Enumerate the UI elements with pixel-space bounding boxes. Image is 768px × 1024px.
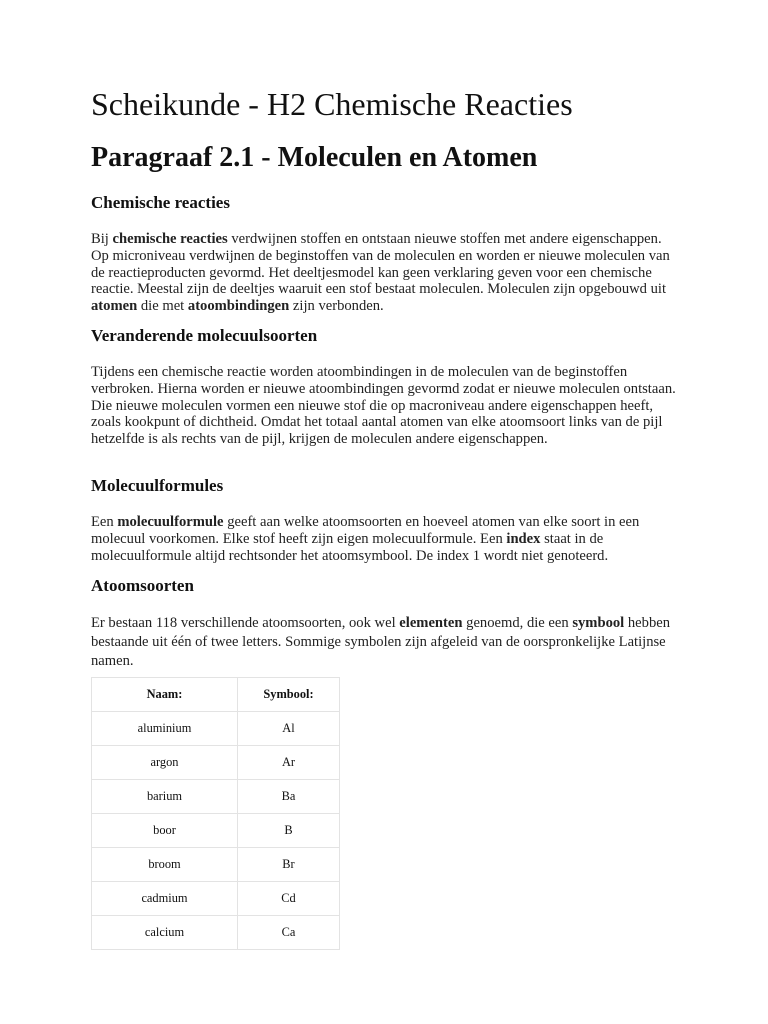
text-run: Tijdens een chemische reactie worden atoombindingen in de moleculen van de beginstoffen verbroken. Hierna worden er nieuwe atoombindingen gevormd zodat er nieuwe moleculen ontstaan. Die nieuwe moleculen vormen een nieuwe stof die op macroniveau andere eigenschappen heeft, zoals kookpunt of dichtheid. Omdat het totaal aantal atomen van elke atoomsoort links van de pijl hetzelfde is als rechts van de pijl, krijgen de moleculen andere eigenschappen. bbox=[91, 364, 676, 448]
text-run: verdwijnen stoffen en ontstaan nieuwe stoffen met andere eigenschappen. Op microniveau verdwijnen de beginstoffen van de moleculen en worden er nieuwe moleculen van de reactieproducten gevormd. Het deeltjesmodel kan geen verklaring geven voor een chemische reactie. Meestal zijn de deeltjes waaruit een stof bestaat moleculen. Moleculen zijn opgebouwd uit bbox=[91, 231, 670, 298]
text-run: hebben bestaande uit één of twee letters. Sommige symbolen zijn afgeleid van de oorspronkelijke Latijnse namen. bbox=[91, 615, 671, 669]
element-symbol-cell: Ba bbox=[238, 780, 340, 814]
text-run: staat in de molecuulformule altijd rechtsonder het atoomsymbool. De index 1 wordt niet genoteerd. bbox=[91, 530, 609, 564]
section-atoomsoorten bbox=[91, 576, 681, 671]
element-name-cell: broom bbox=[92, 848, 238, 882]
bold-term: atomen bbox=[91, 298, 138, 315]
document-title: Scheikunde - H2 Chemische Reacties bbox=[91, 86, 573, 122]
text-run: geeft aan welke atoomsoorten en hoeveel atomen van elke soort in een molecuul voorkomen. Elke stof heeft zijn eigen molecuulformule. Een bbox=[91, 514, 640, 547]
section-title: Paragraaf 2.1 - Moleculen en Atomen bbox=[91, 142, 538, 173]
bold-term: elementen bbox=[399, 615, 463, 631]
text-run: die met bbox=[137, 298, 188, 315]
element-symbol-cell: Ca bbox=[238, 916, 340, 950]
bold-term: symbool bbox=[572, 615, 625, 631]
element-name-cell: argon bbox=[92, 746, 238, 780]
bold-term: molecuulformule bbox=[117, 514, 224, 530]
element-symbol-cell: Cd bbox=[238, 882, 340, 916]
table-row bbox=[92, 848, 340, 882]
element-name-cell: cadmium bbox=[92, 882, 238, 916]
table-row bbox=[92, 746, 340, 780]
element-name-cell: barium bbox=[92, 780, 238, 814]
element-symbol-cell: B bbox=[238, 814, 340, 848]
text-run: Er bestaan 118 verschillende atoomsoorten, ook wel bbox=[91, 615, 400, 631]
table-row bbox=[92, 814, 340, 848]
table-header-row bbox=[92, 678, 340, 712]
element-symbol-cell: Br bbox=[238, 848, 340, 882]
element-symbol-cell: Al bbox=[238, 712, 340, 746]
table-row bbox=[92, 712, 340, 746]
section-heading: Chemische reacties bbox=[91, 193, 230, 212]
text-run: genoemd, die een bbox=[462, 615, 573, 631]
section-paragraph bbox=[91, 514, 681, 564]
element-name-cell: aluminium bbox=[92, 712, 238, 746]
table-row bbox=[92, 882, 340, 916]
column-header-name: Naam: bbox=[92, 678, 238, 712]
section-veranderende-molecuulsoorten bbox=[91, 326, 681, 448]
element-symbol-cell: Ar bbox=[238, 746, 340, 780]
element-name-cell: calcium bbox=[92, 916, 238, 950]
section-molecuulformules bbox=[91, 476, 681, 564]
bold-term: atoombindingen bbox=[187, 298, 290, 315]
section-heading: Molecuulformules bbox=[91, 476, 224, 495]
section-chemische-reacties bbox=[91, 193, 681, 315]
section-heading: Veranderende molecuulsoorten bbox=[91, 326, 318, 345]
section-paragraph bbox=[91, 614, 681, 671]
section-paragraph bbox=[91, 231, 681, 315]
table-row bbox=[92, 916, 340, 950]
text-run: Bij bbox=[91, 231, 113, 247]
section-paragraph bbox=[91, 364, 681, 448]
table-row bbox=[92, 780, 340, 814]
elements-table bbox=[91, 677, 340, 950]
text-run: zijn verbonden. bbox=[289, 298, 384, 315]
section-heading: Atoomsoorten bbox=[91, 576, 194, 595]
element-name-cell: boor bbox=[92, 814, 238, 848]
text-run: Een bbox=[91, 514, 118, 530]
bold-term: chemische reacties bbox=[112, 231, 228, 247]
column-header-symbol: Symbool: bbox=[238, 678, 340, 712]
bold-term: index bbox=[506, 530, 541, 547]
